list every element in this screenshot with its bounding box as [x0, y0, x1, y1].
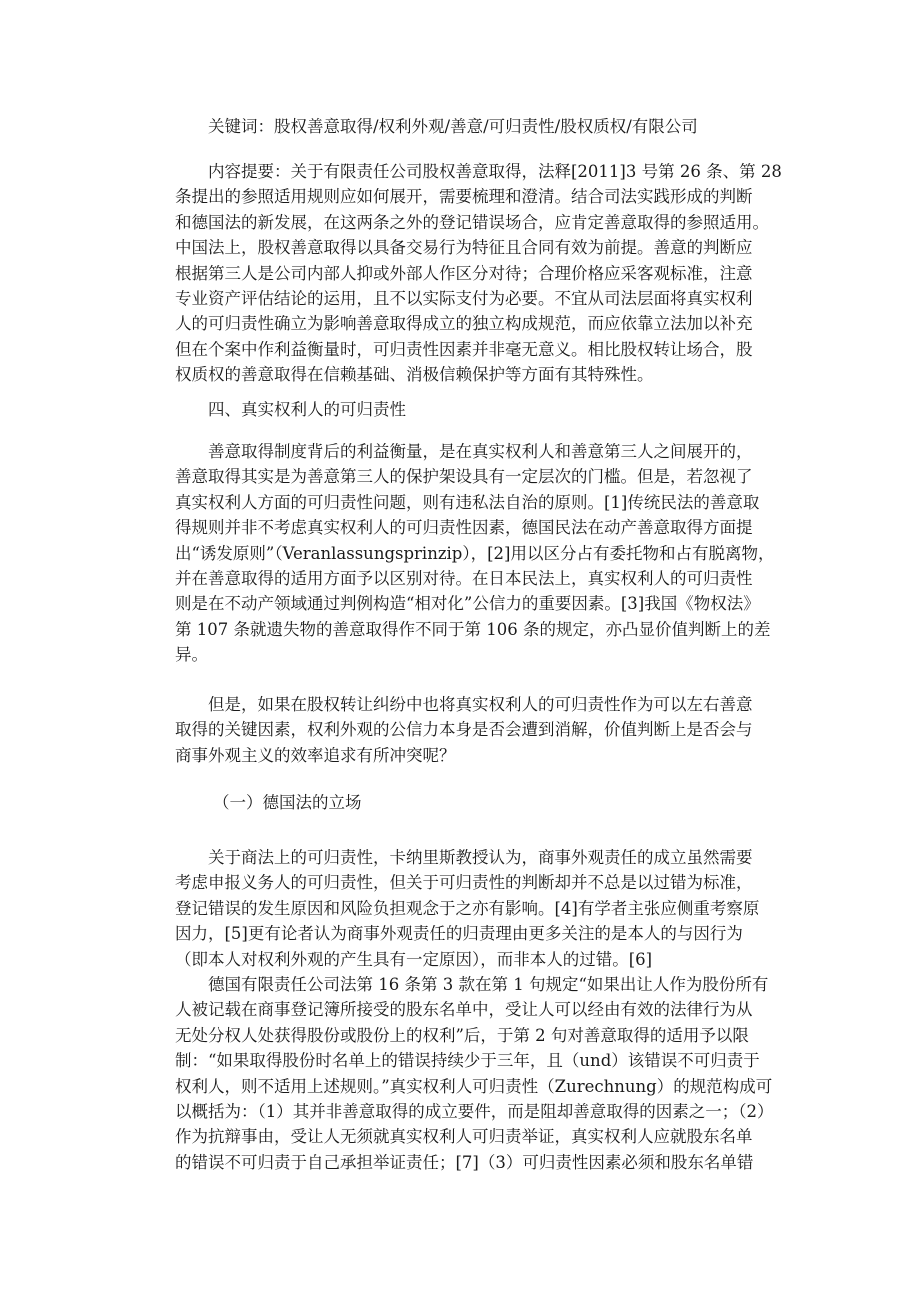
text-line: 并在善意取得的适用方面予以区别对待。在日本民法上，真实权利人的可归责性 — [175, 568, 753, 588]
text-line: 德国有限责任公司法第 16 条第 3 款在第 1 句规定“如果出让人作为股份所有 — [208, 975, 769, 994]
paragraph-2 — [175, 692, 765, 768]
text-line: 根据第三人是公司内部人抑或外部人作区分对待；合理价格应采客观标准，注意 — [175, 263, 753, 283]
text-line: 得规则并非不考虑真实权利人的可归责性因素，德国民法在动产善意取得方面提 — [175, 518, 753, 538]
text-line: 因力，[5]更有论者认为商事外观责任的归责理由更多关注的是本人的与因行为 — [175, 924, 743, 944]
text-line: 权利人，则不适用上述规则。”真实权利人可归责性（Zurechnung）的规范构成可 — [175, 1076, 773, 1096]
text-line: 取得的关键因素，权利外观的公信力本身是否会遭到消解，价值判断上是否会与 — [175, 720, 753, 740]
text-line: 条提出的参照适用规则应如何展开，需要梳理和澄清。结合司法实践形成的判断 — [175, 187, 753, 207]
text-line: 作为抗辩事由，受让人无须就真实权利人可归责举证，真实权利人应就股东名单 — [175, 1127, 753, 1147]
text-line: 第 107 条就遗失物的善意取得作不同于第 106 条的规定，亦凸显价值判断上的差 — [175, 619, 771, 639]
section-heading — [175, 397, 765, 422]
paragraph-4 — [175, 972, 774, 1175]
text-line: （即本人对权利外观的产生具有一定原因），而非本人的过错。[6] — [175, 949, 653, 969]
text-line: 但在个案中作利益衡量时，可归责性因素并非毫无意义。相比股权转让场合，股 — [175, 339, 753, 359]
text-line: 登记错误的发生原因和风险负担观念于之亦有影响。[4]有学者主张应侧重考察原 — [175, 898, 760, 918]
paragraph-1 — [175, 439, 775, 668]
abstract — [175, 159, 782, 388]
keywords — [175, 114, 765, 139]
subsection-heading-text: （一）德国法的立场 — [213, 793, 362, 812]
text-line: 人被记载在商事登记簿所接受的股东名单中，受让人可以经由有效的法律行为从 — [175, 1000, 753, 1020]
text-line: 则是在不动产领域通过判例构造“相对化”公信力的重要因素。[3]我国《物权法》 — [175, 594, 760, 614]
text-line: 以概括为：（1）其并非善意取得的成立要件，而是阻却善意取得的因素之一；（2） — [175, 1101, 774, 1121]
keywords-text: 关键词：股权善意取得/权利外观/善意/可归责性/股权质权/有限公司 — [208, 117, 698, 136]
text-line: 但是，如果在股权转让纠纷中也将真实权利人的可归责性作为可以左右善意 — [208, 695, 753, 714]
text-line: 善意取得制度背后的利益衡量，是在真实权利人和善意第三人之间展开的， — [208, 442, 753, 461]
text-line: 中国法上，股权善意取得以具备交易行为特征且合同有效为前提。善意的判断应 — [175, 238, 753, 258]
text-line: 和德国法的新发展，在这两条之外的登记错误场合，应肯定善意取得的参照适用。 — [175, 212, 769, 232]
subsection-heading — [175, 790, 765, 815]
text-line: 人的可归责性确立为影响善意取得成立的独立构成规范，而应依靠立法加以补充 — [175, 314, 753, 334]
text-line: 制：“如果取得股份时名单上的错误持续少于三年，且（und）该错误不可归责于 — [175, 1051, 760, 1071]
text-line: 真实权利人方面的可归责性问题，则有违私法自治的原则。[1]传统民法的善意取 — [175, 492, 760, 512]
text-line: 异。 — [175, 645, 208, 665]
text-line: 出“诱发原则”（Veranlassungsprinzip），[2]用以区分占有委托物和占有脱离物， — [175, 543, 775, 563]
text-line: 权质权的善意取得在信赖基础、消极信赖保护等方面有其特殊性。 — [175, 365, 654, 385]
text-line: 无处分权人处获得股份或股份上的权利”后，于第 2 句对善意取得的适用予以限 — [175, 1025, 749, 1045]
text-line: 专业资产评估结论的运用，且不以实际支付为必要。不宜从司法层面将真实权利 — [175, 288, 753, 308]
text-line: 的错误不可归责于自己承担举证责任；[7]（3）可归责性因素必须和股东名单错 — [175, 1152, 754, 1172]
text-line: 考虑申报义务人的可归责性，但关于可归责性的判断却并不总是以过错为标准， — [175, 873, 753, 893]
text-line: 商事外观主义的效率追求有所冲突呢？ — [175, 745, 456, 765]
section-heading-text: 四、真实权利人的可归责性 — [208, 400, 406, 419]
paragraph-3 — [175, 845, 765, 972]
text-line: 内容提要：关于有限责任公司股权善意取得，法释[2011]3 号第 26 条、第 28 — [208, 162, 782, 181]
text-line: 关于商法上的可归责性，卡纳里斯教授认为，商事外观责任的成立虽然需要 — [208, 848, 753, 867]
text-line: 善意取得其实是为善意第三人的保护架设具有一定层次的门槛。但是，若忽视了 — [175, 467, 753, 487]
